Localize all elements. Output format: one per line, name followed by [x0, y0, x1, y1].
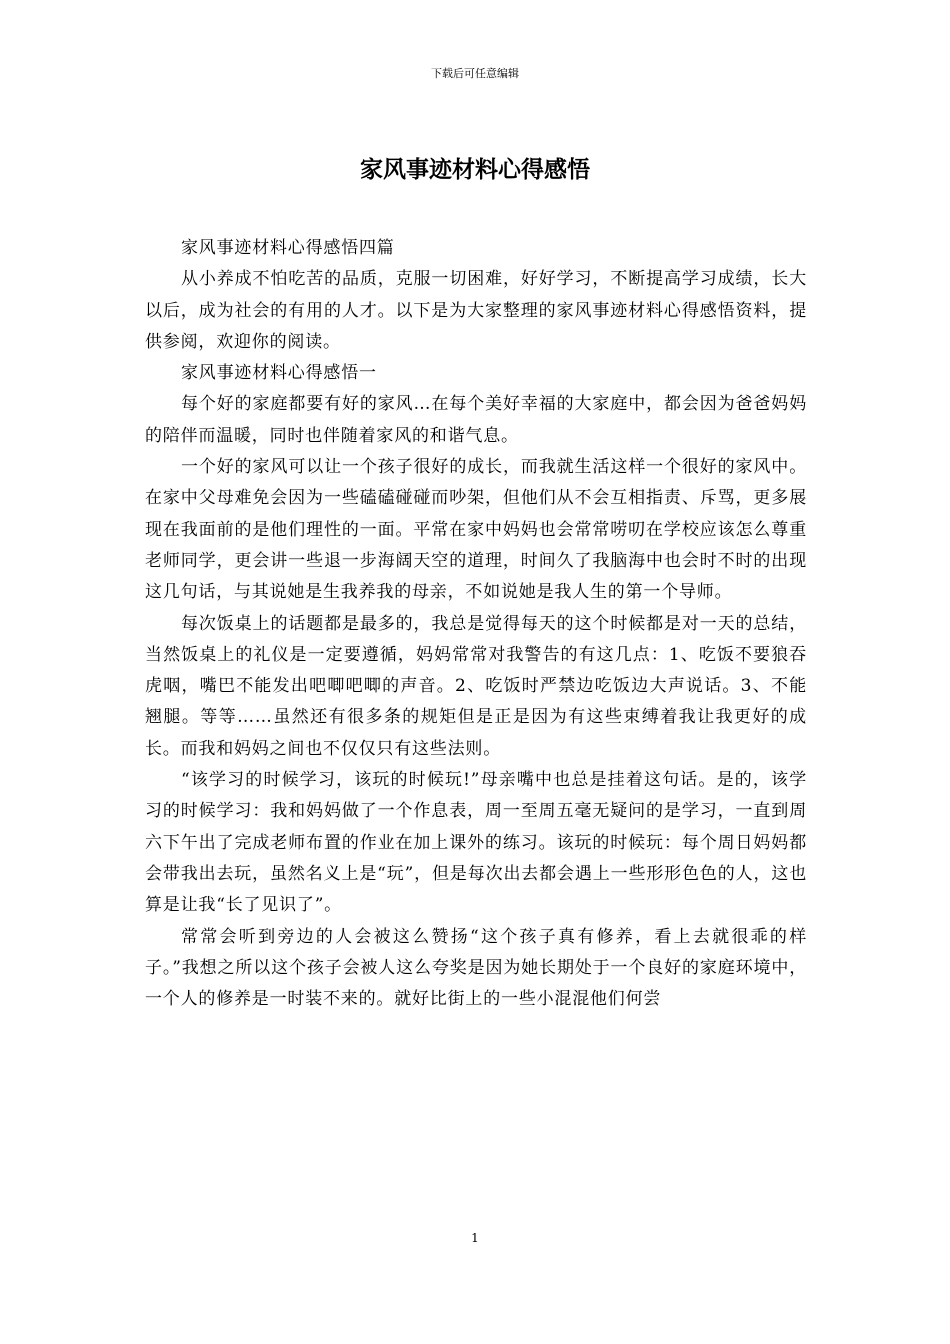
body-paragraph: 每个好的家庭都要有好的家风…在每个美好幸福的大家庭中，都会因为爸爸妈妈的陪伴而温暖，同时也伴随着家风的和谐气息。 — [145, 394, 807, 446]
document-title: 家风事迹材料心得感悟 — [360, 156, 590, 183]
page-header-note: 下载后可任意编辑 — [431, 67, 519, 80]
body-paragraph: 每次饭桌上的话题都是最多的，我总是觉得每天的这个时候都是对一天的总结，当然饭桌上的礼仪是一定要遵循，妈妈常常对我警告的有这几点：1、吃饭不要狼吞虎咽，嘴巴不能发出吧唧吧唧的声音。2、吃饭时严禁边吃饭边大声说话。3、不能翘腿。等等……虽然还有很多条的规矩但是正是因为有这些束缚着我让我更好的成长。而我和妈妈之间也不仅仅只有这些法则。 — [145, 613, 807, 759]
intro-paragraph: 从小养成不怕吃苦的品质，克服一切困难，好好学习，不断提高学习成绩，长大以后，成为社会的有用的人才。以下是为大家整理的家风事迹材料心得感悟资料，提供参阅，欢迎你的阅读。 — [145, 269, 807, 352]
body-paragraph: “该学习的时候学习，该玩的时候玩!”母亲嘴中也总是挂着这句话。是的，该学习的时候学习：我和妈妈做了一个作息表，周一至周五毫无疑问的是学习，一直到周六下午出了完成老师布置的作业在加上课外的练习。该玩的时候玩：每个周日妈妈都会带我出去玩，虽然名义上是“玩”，但是每次出去都会遇上一些形形色色的人，这也算是让我“长了见识了”。 — [145, 770, 807, 916]
body-paragraph: 一个好的家风可以让一个孩子很好的成长，而我就生活这样一个很好的家风中。在家中父母难免会因为一些磕磕碰碰而吵架，但他们从不会互相指责、斥骂，更多展现在我面前的是他们理性的一面。平常在家中妈妈也会常常唠叨在学校应该怎么尊重老师同学，更会讲一些退一步海阔天空的道理，时间久了我脑海中也会时不时的出现这几句话，与其说她是生我养我的母亲，不如说她是我人生的第一个导师。 — [145, 457, 807, 603]
document-body — [145, 233, 807, 1015]
section-heading: 家风事迹材料心得感悟一 — [181, 363, 377, 384]
subtitle-paragraph: 家风事迹材料心得感悟四篇 — [181, 238, 395, 258]
page-number: 1 — [471, 1231, 479, 1245]
body-paragraph: 常常会听到旁边的人会被这么赞扬“这个孩子真有修养，看上去就很乖的样子。”我想之所以这个孩子会被人这么夸奖是因为她长期处于一个良好的家庭环境中，一个人的修养是一时装不来的。就好比街上的一些小混混他们何尝 — [145, 926, 807, 1010]
